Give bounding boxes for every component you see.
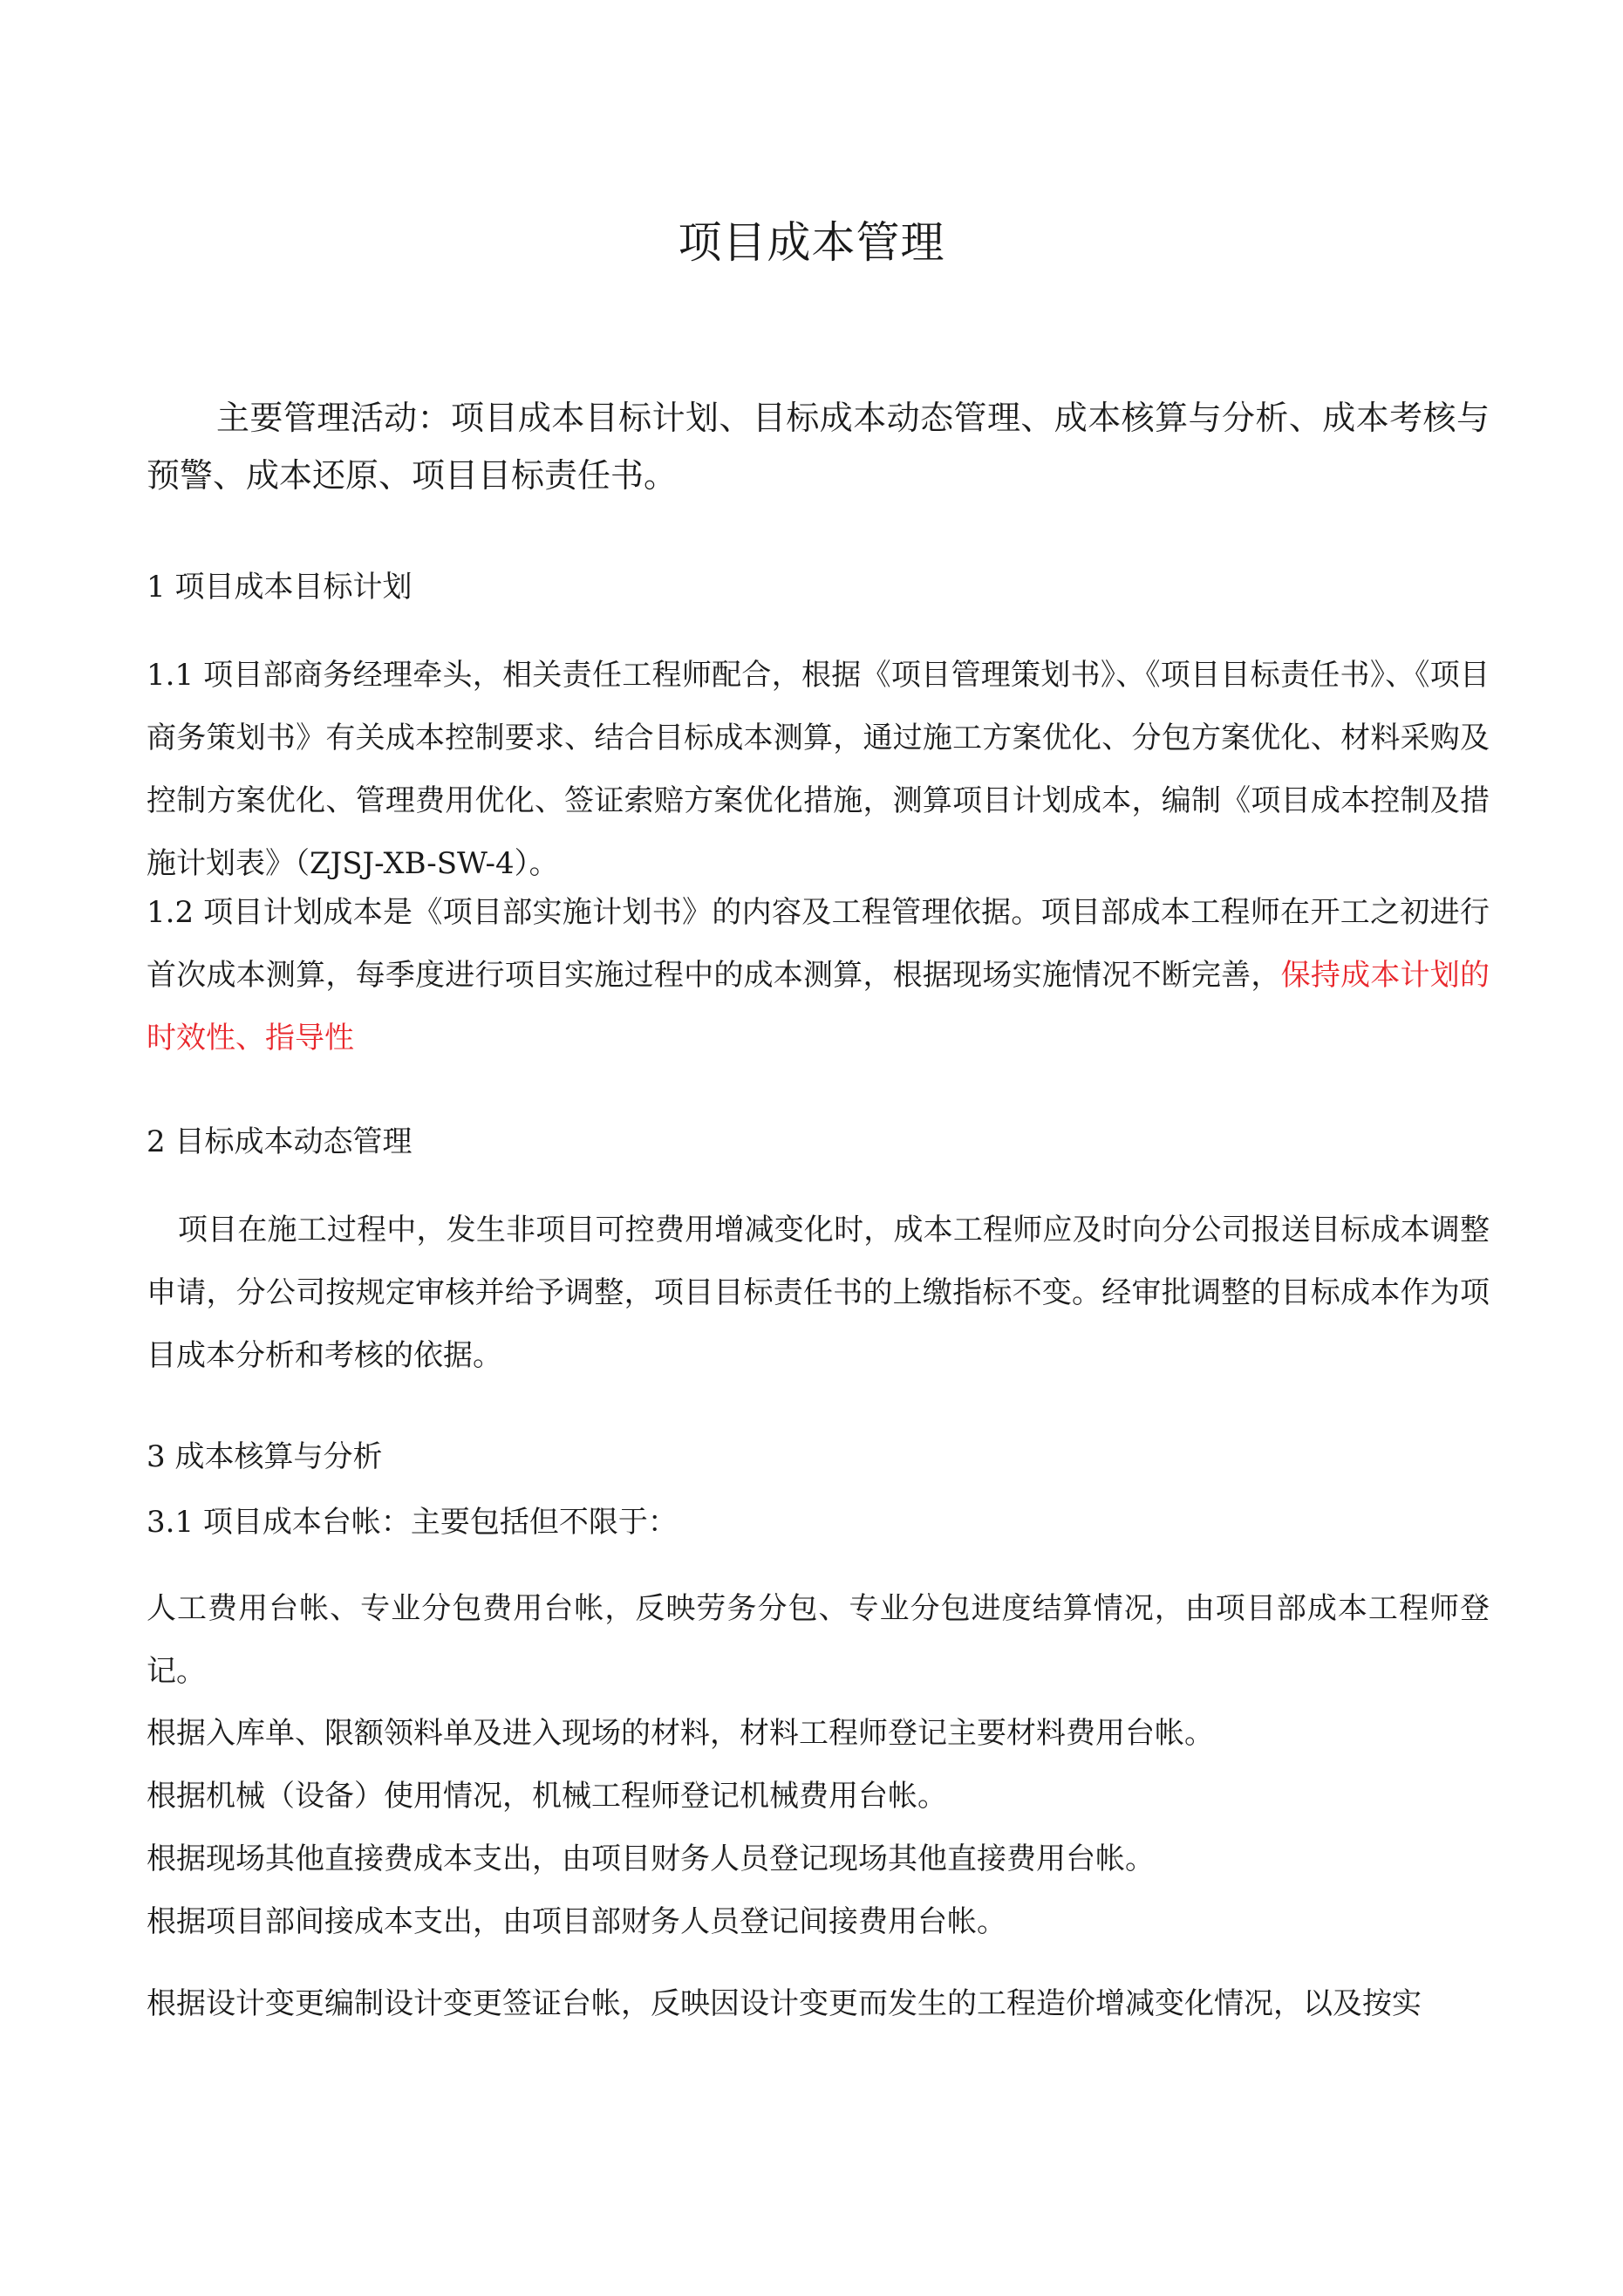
intro-paragraph: 主要管理活动：项目成本目标计划、目标成本动态管理、成本核算与分析、成本考核与预警、成本还原、项目目标责任书。 (147, 399, 1490, 495)
ledger-item-5: 根据项目部间接成本支出，由项目部财务人员登记间接费用台帐。 (147, 1904, 1006, 1939)
ledger-item-2: 根据入库单、限额领料单及进入现场的材料，材料工程师登记主要材料费用台帐。 (147, 1716, 1214, 1751)
section-1-2-text: 1.2 项目计划成本是《项目部实施计划书》的内容及工程管理依据。项目部成本工程师在开工之初进行首次成本测算，每季度进行项目实施过程中的成本测算，根据现场实施情况不断完善， (147, 895, 1490, 993)
section-3-1-heading: 3.1 项目成本台帐：主要包括但不限于： (147, 1505, 678, 1540)
section-1-heading: 1 项目成本目标计划 (147, 570, 413, 605)
ledger-item-1: 人工费用台帐、专业分包费用台帐，反映劳务分包、专业分包进度结算情况，由项目部成本工程师登记。 (147, 1591, 1490, 1689)
ledger-item-3: 根据机械（设备）使用情况，机械工程师登记机械费用台帐。 (147, 1779, 947, 1814)
section-2-heading: 2 目标成本动态管理 (147, 1124, 413, 1159)
ledger-item-4: 根据现场其他直接费成本支出，由项目财务人员登记现场其他直接费用台帐。 (147, 1842, 1155, 1876)
section-1-2-paragraph (147, 881, 1490, 1069)
section-3-heading: 3 成本核算与分析 (147, 1439, 383, 1474)
section-2-paragraph: 项目在施工过程中，发生非项目可控费用增减变化时，成本工程师应及时向分公司报送目标成本调整申请，分公司按规定审核并给予调整，项目目标责任书的上缴指标不变。经审批调整的目标成本作为项目成本分析和考核的依据。 (147, 1213, 1490, 1373)
page-title: 项目成本管理 (678, 217, 945, 268)
section-1-2-highlight: 保持成本计划的时效性、指导性 (147, 958, 1490, 1056)
ledger-item-6: 根据设计变更编制设计变更签证台帐，反映因设计变更而发生的工程造价增减变化情况，以及按实 (147, 1986, 1422, 2021)
section-1-1-paragraph: 1.1 项目部商务经理牵头，相关责任工程师配合，根据《项目管理策划书》、《项目目标责任书》、《项目商务策划书》有关成本控制要求、结合目标成本测算，通过施工方案优化、分包方案优化、材料采购及控制方案优化、管理费用优化、签证索赔方案优化措施，测算项目计划成本，编制《项目成本控制及措施计划表》（ZJSJ-XB-SW-4）。 (147, 658, 1490, 881)
